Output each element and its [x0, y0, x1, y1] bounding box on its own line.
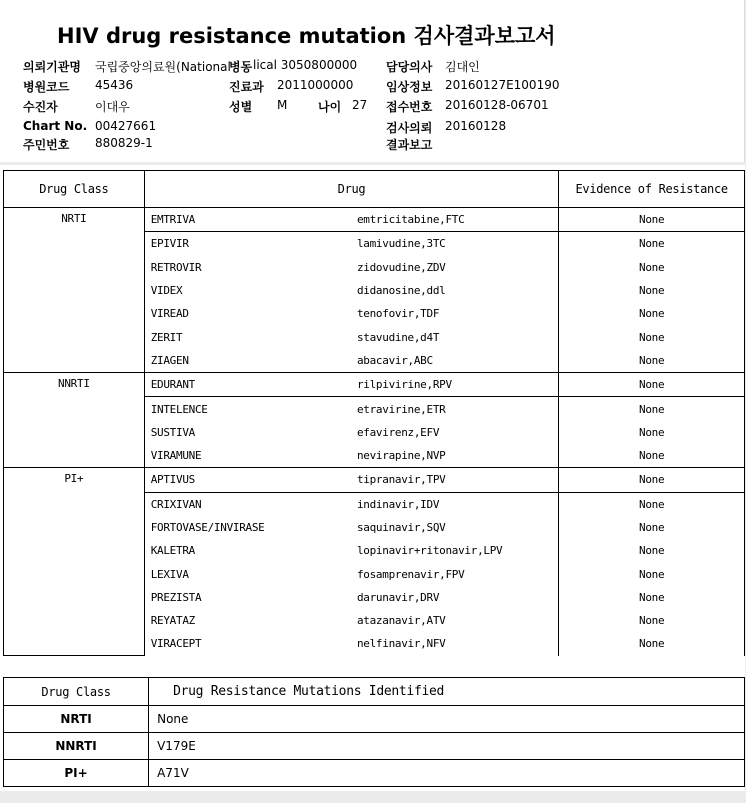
- mutation-table-header: [4, 678, 745, 706]
- mutations-cell: A71V: [149, 760, 745, 787]
- id-number-field: 주민번호 880829-1: [23, 136, 153, 152]
- brand-name-cell: RETROVIR: [144, 256, 347, 279]
- table-row: [4, 706, 745, 733]
- report-header: [0, 0, 745, 162]
- evidence-cell: None: [559, 325, 745, 348]
- evidence-cell: None: [559, 373, 745, 397]
- drug-class-cell: NRTI: [4, 208, 145, 373]
- evidence-cell: None: [559, 516, 745, 539]
- generic-name-cell: saquinavir,SQV: [347, 516, 559, 539]
- table-row: [4, 733, 745, 760]
- sex-field: 성별 M: [229, 98, 288, 114]
- header-evidence: Evidence of Resistance: [559, 171, 745, 208]
- evidence-cell: None: [559, 256, 745, 279]
- mutation-table: [3, 677, 745, 787]
- report-title: HIV drug resistance mutation 검사결과보고서: [57, 24, 556, 48]
- brand-name-cell: PREZISTA: [144, 586, 347, 609]
- brand-name-cell: CRIXIVAN: [144, 492, 347, 516]
- request-date-field: 검사의뢰 20160128: [386, 119, 507, 135]
- evidence-cell: None: [559, 397, 745, 421]
- brand-name-cell: KALETRA: [144, 539, 347, 562]
- generic-name-cell: lopinavir+ritonavir,LPV: [347, 539, 559, 562]
- generic-name-cell: lamivudine,3TC: [347, 232, 559, 256]
- evidence-cell: None: [559, 492, 745, 516]
- evidence-cell: None: [559, 562, 745, 585]
- evidence-cell: None: [559, 468, 745, 492]
- drug-class-cell: NNRTI: [4, 733, 149, 760]
- brand-name-cell: LEXIVA: [144, 562, 347, 585]
- receipt-number-field: 접수번호 20160128-06701: [386, 98, 549, 114]
- generic-name-cell: emtricitabine,FTC: [347, 208, 559, 232]
- evidence-cell: None: [559, 302, 745, 325]
- brand-name-cell: APTIVUS: [144, 468, 347, 492]
- evidence-cell: None: [559, 208, 745, 232]
- resistance-table: [3, 170, 745, 656]
- generic-name-cell: fosamprenavir,FPV: [347, 562, 559, 585]
- brand-name-cell: EPIVIR: [144, 232, 347, 256]
- evidence-cell: None: [559, 421, 745, 444]
- brand-name-cell: VIREAD: [144, 302, 347, 325]
- chart-number-field: Chart No. 00427661: [23, 119, 157, 133]
- evidence-cell: None: [559, 632, 745, 655]
- generic-name-cell: indinavir,IDV: [347, 492, 559, 516]
- table-row: [4, 760, 745, 787]
- header-mutations: Drug Resistance Mutations Identified: [149, 678, 745, 706]
- drug-class-cell: PI+: [4, 760, 149, 787]
- header-drug-class: Drug Class: [4, 678, 149, 706]
- hospital-code-field: 병원코드 45436: [23, 78, 134, 94]
- doctor-field: 담당의사 김대인: [386, 60, 480, 74]
- evidence-cell: None: [559, 349, 745, 373]
- generic-name-cell: tipranavir,TPV: [347, 468, 559, 492]
- brand-name-cell: FORTOVASE/INVIRASE: [144, 516, 347, 539]
- evidence-cell: None: [559, 586, 745, 609]
- header-drug-class: Drug Class: [4, 171, 145, 208]
- table-row: [4, 208, 745, 232]
- brand-name-cell: ZIAGEN: [144, 349, 347, 373]
- ward-field: 병동 lical 3050800000: [229, 58, 358, 74]
- header-drug: Drug: [144, 171, 559, 208]
- institution-field: 의뢰기관명 국립중앙의료원(National: [23, 60, 231, 74]
- generic-name-cell: rilpivirine,RPV: [347, 373, 559, 397]
- evidence-cell: None: [559, 609, 745, 632]
- generic-name-cell: nelfinavir,NFV: [347, 632, 559, 655]
- evidence-cell: None: [559, 444, 745, 468]
- generic-name-cell: efavirenz,EFV: [347, 421, 559, 444]
- evidence-cell: None: [559, 232, 745, 256]
- generic-name-cell: nevirapine,NVP: [347, 444, 559, 468]
- brand-name-cell: VIDEX: [144, 279, 347, 302]
- generic-name-cell: didanosine,ddl: [347, 279, 559, 302]
- page-footer-band: [0, 792, 746, 803]
- table-row: [4, 373, 745, 397]
- brand-name-cell: VIRAMUNE: [144, 444, 347, 468]
- generic-name-cell: atazanavir,ATV: [347, 609, 559, 632]
- age-field: 나이 27: [318, 98, 368, 114]
- brand-name-cell: INTELENCE: [144, 397, 347, 421]
- brand-name-cell: ZERIT: [144, 325, 347, 348]
- clinical-info-field: 임상정보 20160127E100190: [386, 78, 560, 94]
- report-sheet: [0, 165, 745, 791]
- brand-name-cell: SUSTIVA: [144, 421, 347, 444]
- patient-field: 수진자 이대우: [23, 100, 130, 114]
- brand-name-cell: REYATAZ: [144, 609, 347, 632]
- generic-name-cell: zidovudine,ZDV: [347, 256, 559, 279]
- generic-name-cell: darunavir,DRV: [347, 586, 559, 609]
- evidence-cell: None: [559, 279, 745, 302]
- mutations-cell: V179E: [149, 733, 745, 760]
- resistance-table-header: [4, 171, 745, 208]
- report-date-field: 결과보고: [386, 138, 433, 152]
- table-row: [4, 468, 745, 492]
- generic-name-cell: stavudine,d4T: [347, 325, 559, 348]
- department-field: 진료과 2011000000: [229, 78, 354, 94]
- brand-name-cell: EMTRIVA: [144, 208, 347, 232]
- drug-class-cell: PI+: [4, 468, 145, 656]
- brand-name-cell: EDURANT: [144, 373, 347, 397]
- drug-class-cell: NNRTI: [4, 373, 145, 468]
- generic-name-cell: etravirine,ETR: [347, 397, 559, 421]
- generic-name-cell: abacavir,ABC: [347, 349, 559, 373]
- brand-name-cell: VIRACEPT: [144, 632, 347, 655]
- mutations-cell: None: [149, 706, 745, 733]
- evidence-cell: None: [559, 539, 745, 562]
- drug-class-cell: NRTI: [4, 706, 149, 733]
- generic-name-cell: tenofovir,TDF: [347, 302, 559, 325]
